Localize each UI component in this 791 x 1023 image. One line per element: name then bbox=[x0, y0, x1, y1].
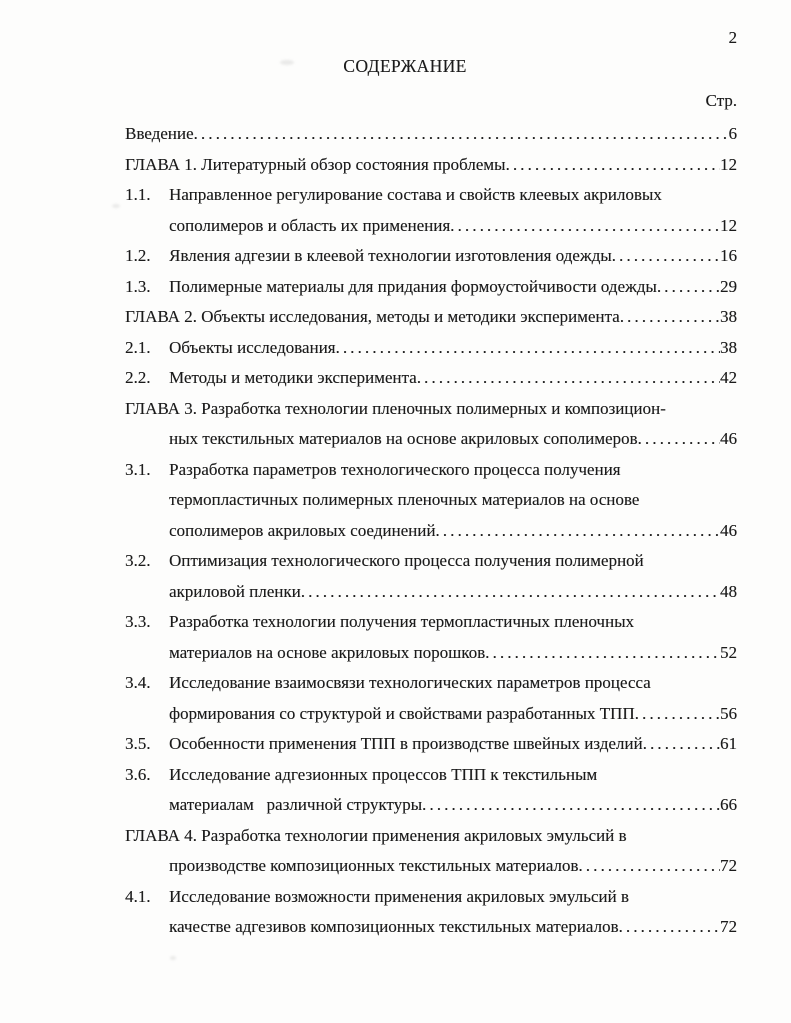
toc-line bbox=[125, 485, 737, 516]
toc-entry-text: Разработка параметров технологического процесса получения bbox=[169, 459, 621, 479]
toc-line bbox=[125, 668, 737, 699]
toc-line bbox=[125, 455, 737, 486]
toc-entry-page: 72 bbox=[720, 856, 737, 875]
toc-entry-page: 38 bbox=[720, 337, 737, 357]
toc-line bbox=[125, 150, 737, 181]
toc-line bbox=[125, 241, 737, 272]
toc-entry-page: 56 bbox=[720, 703, 737, 723]
dot-leader bbox=[635, 699, 720, 730]
toc-entry-text: материалам различной структуры bbox=[169, 795, 423, 814]
toc-entry-text: ГЛАВА 4. Разработка технологии применения акриловых эмульсий в bbox=[125, 825, 627, 845]
dot-leader bbox=[301, 577, 720, 608]
toc-entry-text: Направленное регулирование состава и свойств клеевых акриловых bbox=[169, 185, 662, 204]
toc-entry-page: 61 bbox=[720, 734, 737, 753]
toc-entry-text: Исследование адгезионных процессов ТПП к текстильным bbox=[169, 764, 598, 784]
toc-line bbox=[125, 333, 737, 364]
dot-leader bbox=[620, 302, 720, 333]
toc-entry-text: Явления адгезии в клеевой технологии изготовления одежды bbox=[169, 246, 612, 265]
toc-entry-text: формирования со структурой и свойствами разработанных ТПП bbox=[169, 703, 635, 723]
toc-entry-page: 46 bbox=[720, 520, 737, 540]
toc-line bbox=[125, 363, 737, 394]
toc-line bbox=[125, 302, 737, 333]
toc-line bbox=[125, 577, 737, 608]
toc-entry-text: сополимеров акриловых соединений bbox=[169, 520, 436, 540]
page-column-label: Стр. bbox=[705, 91, 737, 110]
toc-entry-text: Исследование возможности применения акриловых эмульсий в bbox=[169, 886, 629, 906]
toc-entry-text: Особенности применения ТПП в производстве швейных изделий bbox=[169, 734, 643, 753]
toc-entry-page: 12 bbox=[720, 215, 737, 235]
toc-entry-number: 1.1. bbox=[125, 185, 151, 204]
toc-entry-text: Введение bbox=[125, 124, 194, 143]
toc-entry-number: 3.4. bbox=[125, 673, 151, 692]
toc-entry-text: Исследование взаимосвязи технологических параметров процесса bbox=[169, 673, 651, 692]
dot-leader bbox=[435, 516, 720, 547]
toc-entry-text: Полимерные материалы для придания формоустойчивости одежды bbox=[169, 276, 657, 296]
toc-entry-text: материалов на основе акриловых порошков bbox=[169, 642, 486, 662]
dot-leader bbox=[643, 729, 720, 760]
dot-leader bbox=[505, 150, 720, 181]
toc-line bbox=[125, 912, 737, 943]
toc-line bbox=[125, 760, 737, 791]
toc-entry-page: 66 bbox=[720, 795, 737, 814]
toc-line bbox=[125, 607, 737, 638]
toc-line bbox=[125, 211, 737, 242]
toc-entry-text: качестве адгезивов композиционных текстильных материалов bbox=[169, 917, 619, 936]
toc-line bbox=[125, 516, 737, 547]
page-content bbox=[125, 0, 737, 1023]
dot-leader bbox=[619, 912, 721, 943]
toc-entry-number: 2.2. bbox=[125, 368, 151, 387]
toc-entry-number: 1.3. bbox=[125, 276, 151, 296]
toc-entry-text: Методы и методики эксперимента bbox=[169, 368, 417, 387]
toc-entry-number: 3.1. bbox=[125, 459, 151, 479]
scan-artifact bbox=[112, 204, 120, 208]
toc-entry-text: Объекты исследования bbox=[169, 337, 336, 357]
toc-entry-text: сополимеров и область их применения bbox=[169, 215, 451, 235]
toc-entry-number: 2.1. bbox=[125, 337, 151, 357]
toc-entry-text: ГЛАВА 3. Разработка технологии пленочных полимерных и композицион- bbox=[125, 398, 666, 418]
dot-leader bbox=[194, 119, 729, 150]
toc-list bbox=[125, 119, 737, 943]
dot-leader bbox=[422, 790, 720, 821]
toc-entry-number: 3.6. bbox=[125, 764, 151, 784]
toc-line bbox=[125, 272, 737, 303]
toc-entry-page: 12 bbox=[720, 154, 737, 174]
toc-entry-text: ГЛАВА 1. Литературный обзор состояния проблемы bbox=[125, 154, 506, 174]
toc-line bbox=[125, 394, 737, 425]
toc-line bbox=[125, 699, 737, 730]
toc-entry-number: 3.2. bbox=[125, 551, 151, 570]
toc-line bbox=[125, 119, 737, 150]
toc-entry-number: 3.3. bbox=[125, 612, 151, 631]
toc-entry-page: 42 bbox=[720, 368, 737, 387]
toc-line bbox=[125, 180, 737, 211]
dot-leader bbox=[578, 851, 720, 882]
toc-entry-page: 38 bbox=[720, 307, 737, 326]
toc-entry-text: ГЛАВА 2. Объекты исследования, методы и методики эксперимента bbox=[125, 307, 620, 326]
toc-entry-page: 16 bbox=[720, 246, 737, 265]
toc-line bbox=[125, 882, 737, 913]
toc-entry-page: 46 bbox=[720, 429, 737, 448]
toc-entry-text: Разработка технологии получения термопластичных пленочных bbox=[169, 612, 635, 631]
toc-entry-number: 4.1. bbox=[125, 886, 151, 906]
toc-entry-page: 6 bbox=[728, 124, 737, 143]
dot-leader bbox=[657, 272, 720, 303]
toc-entry-text: акриловой пленки bbox=[169, 581, 301, 601]
page-title: СОДЕРЖАНИЕ bbox=[343, 56, 467, 76]
toc-entry-text: Оптимизация технологического процесса получения полимерной bbox=[169, 551, 644, 570]
dot-leader bbox=[485, 638, 720, 669]
toc-entry-text: производстве композиционных текстильных материалов bbox=[169, 856, 579, 875]
toc-entry-number: 1.2. bbox=[125, 246, 151, 265]
dot-leader bbox=[638, 424, 720, 455]
toc-entry-text: ных текстильных материалов на основе акриловых сополимеров bbox=[169, 429, 638, 448]
toc-line bbox=[125, 546, 737, 577]
toc-entry-page: 48 bbox=[720, 581, 737, 601]
toc-entry-page: 52 bbox=[720, 642, 737, 662]
dot-leader bbox=[612, 241, 720, 272]
toc-line bbox=[125, 851, 737, 882]
toc-line bbox=[125, 638, 737, 669]
toc-line bbox=[125, 424, 737, 455]
toc-entry-page: 29 bbox=[720, 276, 737, 296]
dot-leader bbox=[335, 333, 720, 364]
toc-line bbox=[125, 790, 737, 821]
dot-leader bbox=[417, 363, 720, 394]
toc-line bbox=[125, 821, 737, 852]
toc-line bbox=[125, 729, 737, 760]
dot-leader bbox=[450, 211, 720, 242]
page-number: 2 bbox=[728, 28, 737, 47]
toc-entry-text: термопластичных полимерных пленочных материалов на основе bbox=[169, 490, 640, 509]
toc-entry-number: 3.5. bbox=[125, 734, 151, 753]
toc-entry-page: 72 bbox=[720, 917, 737, 936]
